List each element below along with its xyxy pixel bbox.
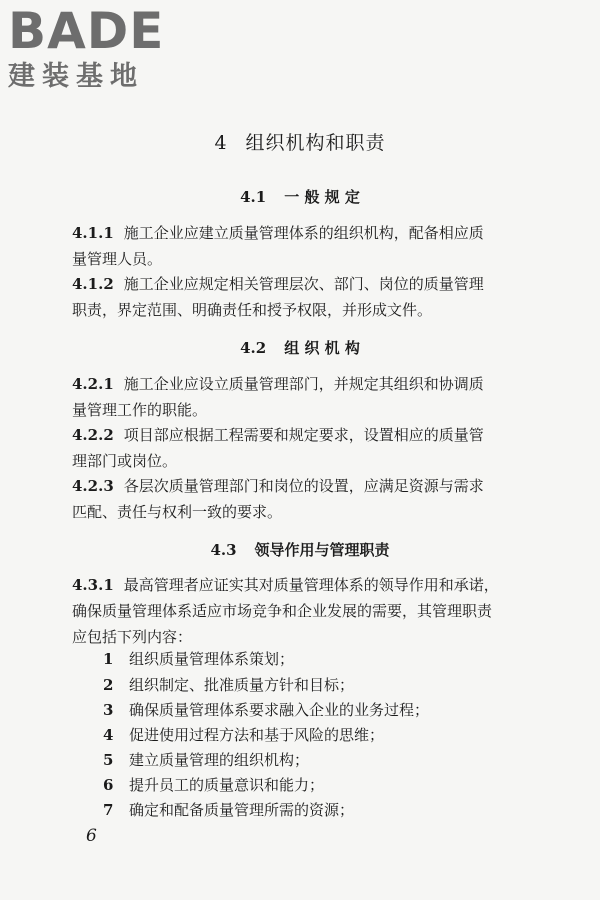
section-number: 4.2 [240,339,267,357]
clause-text: 项目部应根据工程需要和规定要求，设置相应的质量管 [123,426,484,444]
list-item [103,722,523,748]
section-title: 领导作用与管理职责 [254,541,390,559]
list-item [103,797,523,823]
list-item-text: 确定和配备质量管理所需的资源； [129,801,355,819]
chapter-number: 4 [214,132,228,154]
list-item-number: 5 [103,751,114,769]
clause-text: 各层次质量管理部门和岗位的设置，应满足资源与需求 [123,477,484,495]
clause-text: 施工企业应规定相关管理层次、部门、岗位的质量管理 [123,275,484,293]
section-heading-4-2 [0,337,600,358]
list-item-text: 促进使用过程方法和基于风险的思维； [129,726,385,744]
clause-number: 4.1.1 [72,224,114,242]
clause-text: 量管理工作的职能。 [72,401,208,419]
list-item-text: 组织制定、批准质量方针和目标； [129,676,355,694]
clause-text: 最高管理者应证实其对质量管理体系的领导作用和承诺， [123,576,499,594]
clause-4-2-1 [72,371,522,423]
clause-4-1-1 [72,220,522,272]
section-heading-4-1 [0,186,600,207]
clause-4-2-3 [72,473,522,525]
clause-number: 4.2.1 [72,375,114,393]
list-item [103,646,523,672]
list-item-text: 组织质量管理体系策划； [129,650,295,668]
chapter-title: 组织机构和职责 [245,132,386,154]
clause-text: 匹配、责任与权利一致的要求。 [72,503,283,521]
list-item [103,772,523,798]
section-title: 组 织 机 构 [284,339,360,357]
list-item-number: 2 [103,676,114,694]
list-item [103,747,523,773]
list-item-number: 7 [103,801,114,819]
page-number: 6 [86,826,97,846]
chapter-heading [0,128,600,155]
clause-text: 应包括下列内容： [72,628,193,646]
section-number: 4.3 [210,541,237,559]
clause-text: 量管理人员。 [72,250,163,268]
clause-text: 职责，界定范围、明确责任和授予权限，并形成文件。 [72,301,433,319]
clause-4-2-2 [72,422,522,474]
list-item-number: 3 [103,701,114,719]
clause-4-3-1 [72,572,522,650]
clause-number: 4.2.3 [72,477,114,495]
clause-text: 施工企业应建立质量管理体系的组织机构，配备相应质 [123,224,484,242]
list-item [103,672,523,698]
clause-number: 4.3.1 [72,576,114,594]
section-number: 4.1 [240,188,267,206]
clause-text: 确保质量管理体系适应市场竞争和企业发展的需要，其管理职责 [72,602,493,620]
logo-wordmark: BADE [8,2,165,60]
bade-logo [8,4,164,94]
section-title: 一 般 规 定 [284,188,360,206]
list-item [103,697,523,723]
list-item-text: 建立质量管理的组织机构； [129,751,310,769]
list-item-number: 4 [103,726,114,744]
clause-number: 4.1.2 [72,275,114,293]
list-item-text: 确保质量管理体系要求融入企业的业务过程； [129,701,430,719]
clause-number: 4.2.2 [72,426,114,444]
clause-text: 施工企业应设立质量管理部门，并规定其组织和协调质 [123,375,484,393]
clause-text: 理部门或岗位。 [72,452,178,470]
list-item-text: 提升员工的质量意识和能力； [129,776,325,794]
list-item-number: 6 [103,776,114,794]
section-heading-4-3 [0,539,600,560]
clause-4-1-2 [72,271,522,323]
list-item-number: 1 [103,650,114,668]
logo-subtitle: 建装基地 [8,61,144,92]
